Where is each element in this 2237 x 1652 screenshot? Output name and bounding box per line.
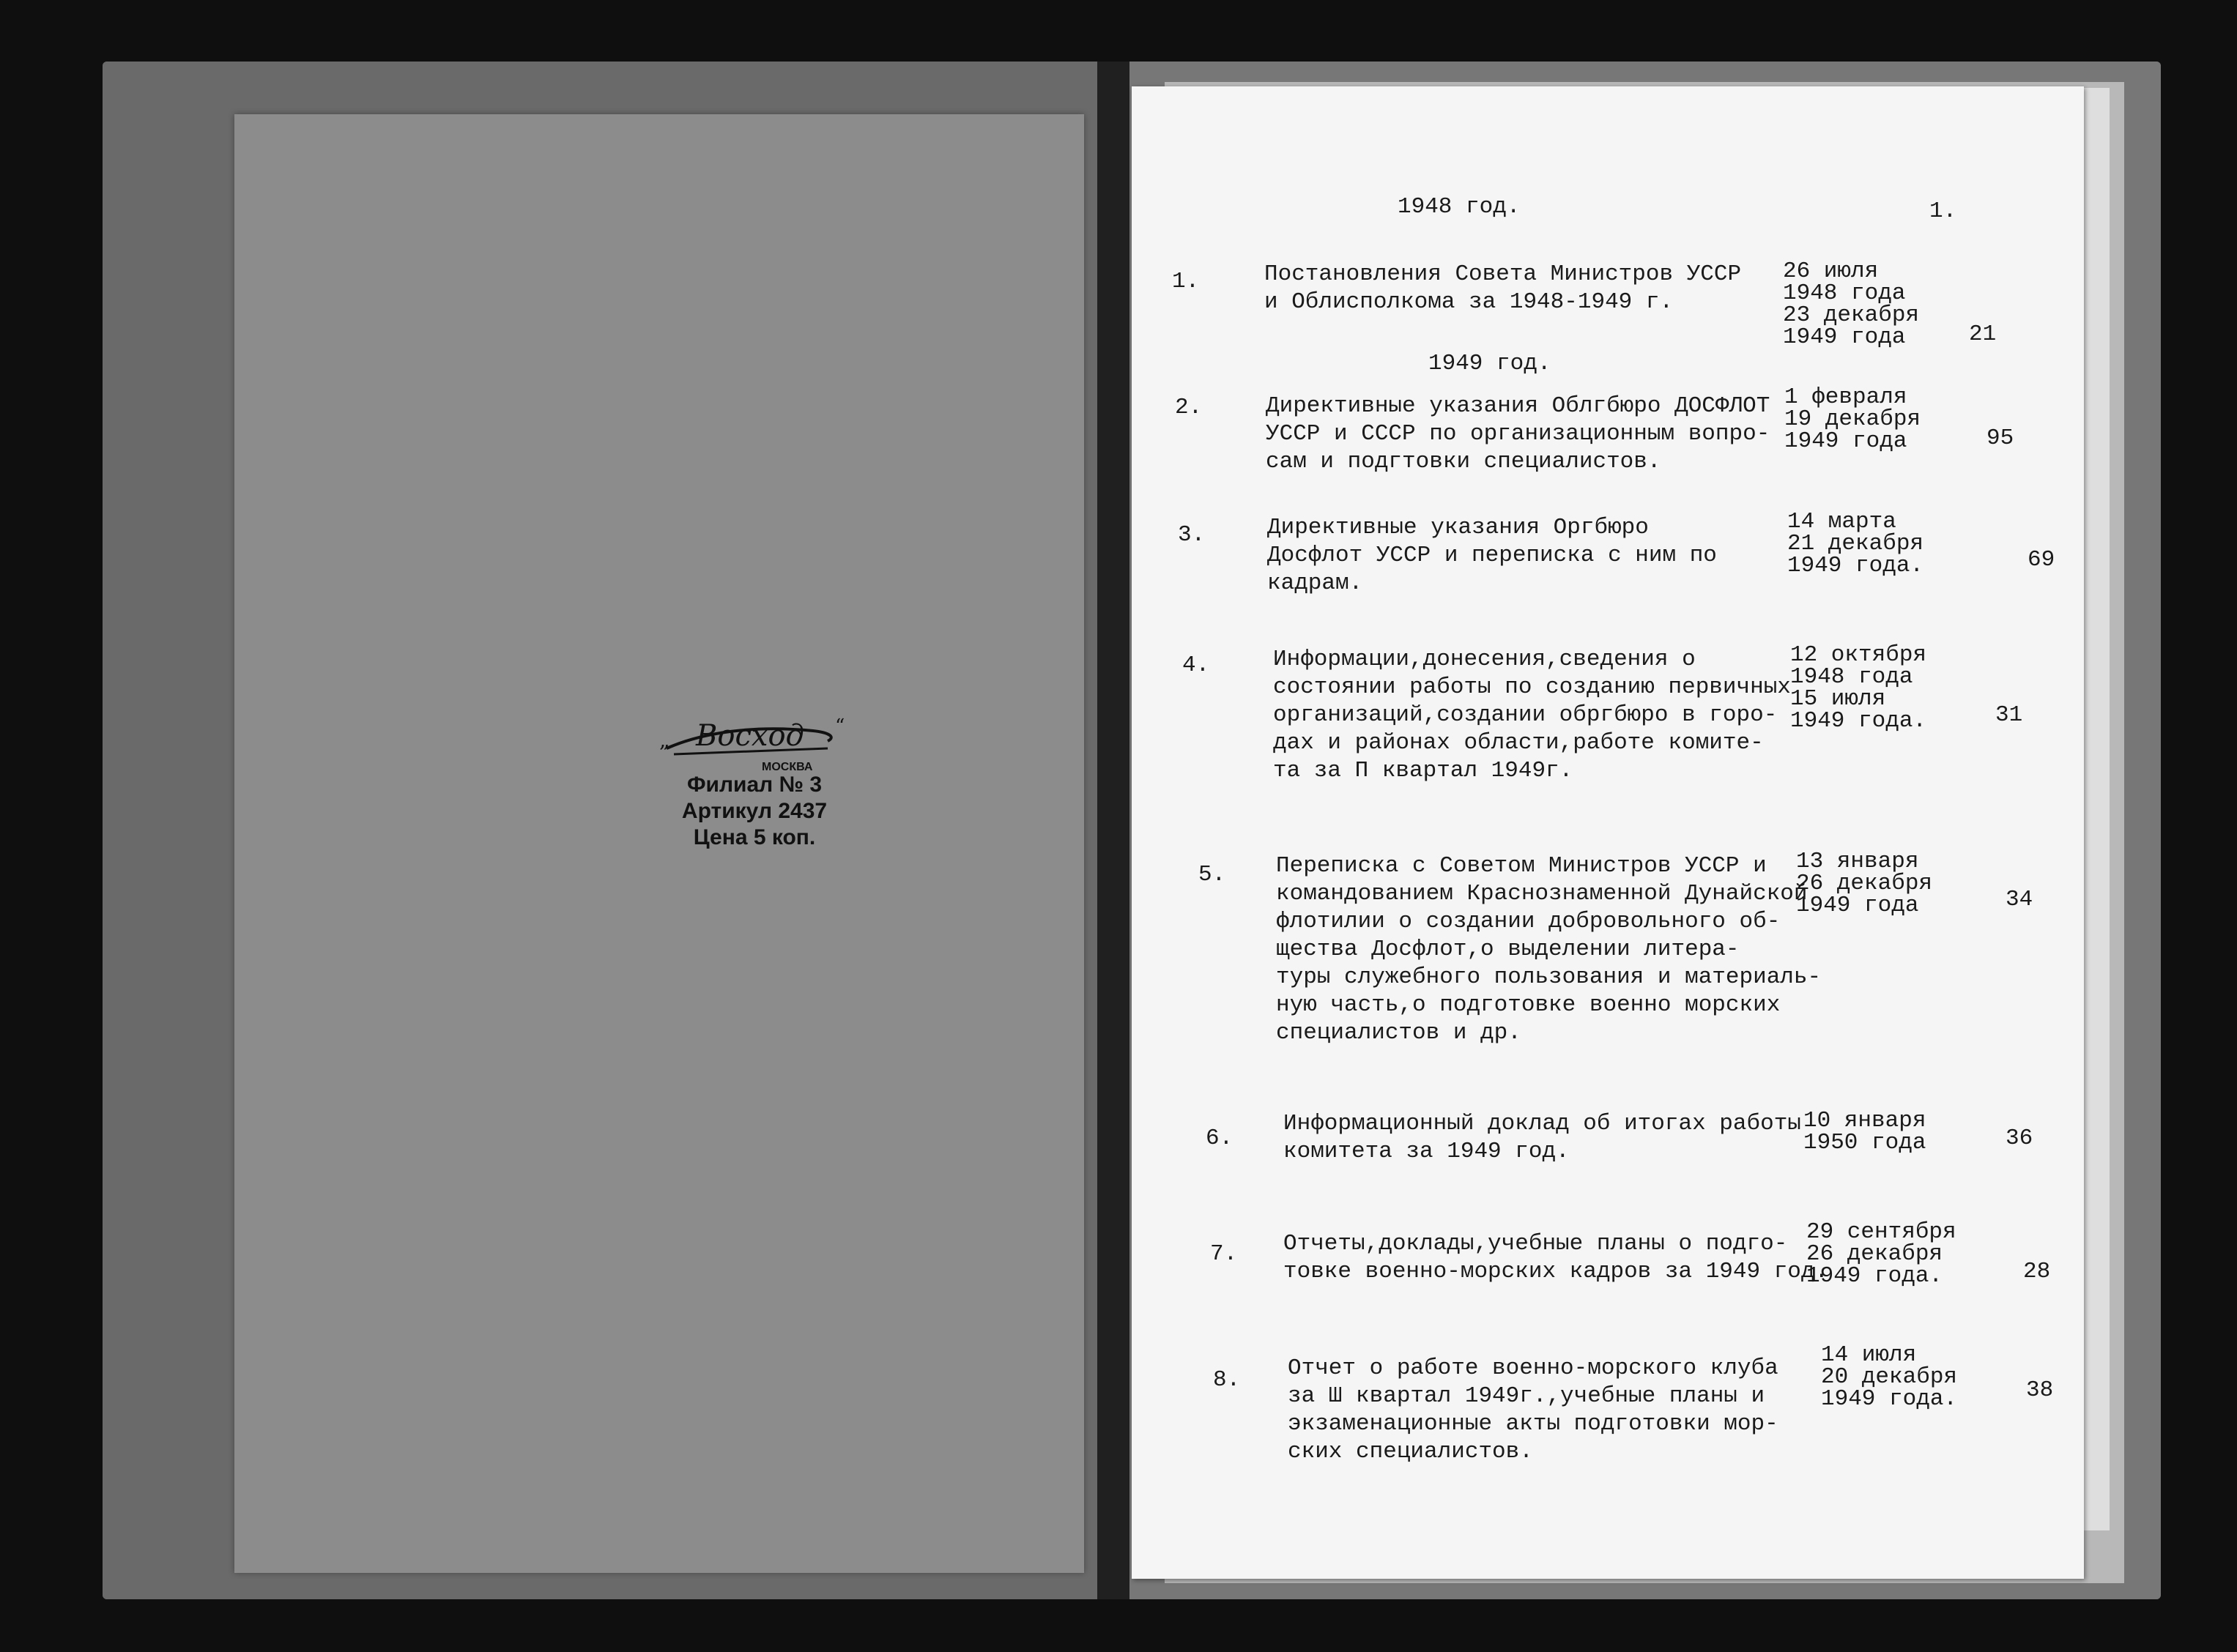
stamp-branch: Филиал № 3: [686, 773, 823, 797]
svg-text:„: „: [659, 728, 670, 752]
entry-date: 26 июля: [1783, 258, 1879, 284]
entry-date: 13 января: [1796, 849, 1919, 874]
entry-number: 6.: [1206, 1125, 1233, 1151]
entry-description-line: за Ш квартал 1949г.,учебные планы и: [1288, 1383, 1765, 1409]
entry-description-line: товке военно-морских кадров за 1949 год.: [1283, 1259, 1829, 1284]
entry-description-line: Постановления Совета Министров УССР: [1264, 261, 1742, 287]
entry-description-line: дах и районах области,работе комите-: [1273, 730, 1764, 756]
entry-date: 19 декабря: [1784, 406, 1921, 432]
entry-sheet-count: 21: [1969, 321, 1997, 347]
entry-date: 21 декабря: [1787, 531, 1924, 557]
entry-description-line: Отчеты,доклады,учебные планы о подго-: [1283, 1231, 1788, 1257]
entry-description-line: туры служебного пользования и материаль-: [1276, 964, 1822, 990]
entry-date: 29 сентября: [1806, 1219, 1956, 1245]
entry-sheet-count: 69: [2028, 547, 2055, 573]
entry-date: 14 марта: [1787, 509, 1896, 535]
entry-date: 1949 года: [1796, 893, 1919, 918]
entry-number: 1.: [1172, 269, 1200, 294]
entry-description-line: комитета за 1949 год.: [1283, 1139, 1570, 1164]
folder-spine: [1097, 62, 1129, 1599]
svg-text:“: “: [835, 715, 845, 737]
entry-description-line: Директивные указания Оргбюро: [1267, 515, 1649, 540]
entry-date: 1948 года: [1783, 280, 1906, 306]
entry-description-line: сам и подгтовки специалистов.: [1266, 449, 1661, 475]
entry-sheet-count: 31: [1995, 702, 2023, 728]
entry-description-line: кадрам.: [1267, 570, 1363, 596]
entry-description-line: щества Досфлот,о выделении литера-: [1276, 937, 1740, 962]
entry-number: 7.: [1210, 1241, 1238, 1267]
entry-date: 23 декабря: [1783, 302, 1920, 328]
entry-description-line: Переписка с Советом Министров УССР и: [1276, 853, 1767, 879]
entry-date: 1 февраля: [1784, 384, 1907, 410]
entry-date: 1949 года: [1784, 428, 1907, 454]
entry-date: 15 июля: [1790, 686, 1886, 712]
entry-description-line: ную часть,о подготовке военно морских: [1276, 992, 1781, 1018]
entry-description-line: командованием Краснознаменной Дунайской: [1276, 881, 1808, 907]
entry-date: 1949 года.: [1787, 553, 1924, 578]
entry-date: 1949 года.: [1821, 1386, 1958, 1412]
entry-date: 10 января: [1803, 1108, 1926, 1134]
entry-description-line: Досфлот УССР и переписка с ним по: [1267, 543, 1717, 568]
entry-description-line: та за П квартал 1949г.: [1273, 758, 1573, 784]
entry-number: 2.: [1175, 395, 1203, 420]
entry-number: 4.: [1182, 652, 1210, 678]
entry-description-line: состоянии работы по созданию первичных: [1273, 674, 1791, 700]
entry-description-line: УССР и СССР по организационным вопро-: [1266, 421, 1770, 447]
entry-description-line: Информационный доклад об итогах работы: [1283, 1111, 1801, 1136]
entry-sheet-count: 28: [2023, 1259, 2051, 1284]
entry-date: 1949 года.: [1806, 1263, 1943, 1289]
entry-date: 26 декабря: [1806, 1241, 1943, 1267]
stamp-article: Артикул 2437: [681, 799, 828, 823]
entry-number: 5.: [1198, 862, 1226, 888]
entry-description-line: Отчет о работе военно-морского клуба: [1288, 1355, 1778, 1381]
year-heading-1948: 1948 год.: [1398, 194, 1521, 220]
publisher-stamp-info: [645, 772, 864, 851]
entry-sheet-count: 95: [1986, 425, 2014, 451]
stamp-price: Цена 5 коп.: [693, 825, 816, 849]
svg-text:МОСКВА: МОСКВА: [762, 761, 813, 773]
entry-sheet-count: 34: [2006, 887, 2033, 912]
entry-date: 12 октября: [1790, 642, 1927, 668]
entry-description-line: организаций,создании обргбюро в горо-: [1273, 702, 1778, 728]
entry-number: 8.: [1213, 1367, 1241, 1393]
entry-date: 1949 года.: [1790, 708, 1927, 734]
year-heading-1949: 1949 год.: [1428, 351, 1551, 376]
entry-date: 1950 года: [1803, 1130, 1926, 1156]
entry-date: 1949 года: [1783, 324, 1906, 350]
entry-number: 3.: [1178, 522, 1206, 548]
entry-date: 1948 года: [1790, 664, 1913, 690]
entry-description-line: и Облисполкома за 1948-1949 г.: [1264, 289, 1674, 315]
entry-sheet-count: 38: [2026, 1377, 2054, 1403]
entry-description-line: ских специалистов.: [1288, 1439, 1533, 1465]
entry-description-line: Директивные указания Облгбюро ДОСФЛОТ: [1266, 393, 1770, 419]
entry-date: 26 декабря: [1796, 871, 1933, 896]
entry-description-line: специалистов и др.: [1276, 1020, 1521, 1046]
entry-description-line: флотилии о создании добровольного об-: [1276, 909, 1781, 934]
svg-text:Восход: Восход: [696, 719, 804, 753]
entry-date: 20 декабря: [1821, 1364, 1958, 1390]
entry-date: 14 июля: [1821, 1342, 1917, 1368]
entry-description-line: экзаменационные акты подготовки мор-: [1288, 1411, 1778, 1437]
page-number: 1.: [1929, 198, 1957, 224]
entry-sheet-count: 36: [2006, 1125, 2033, 1151]
entry-description-line: Информации,донесения,сведения о: [1273, 647, 1696, 672]
